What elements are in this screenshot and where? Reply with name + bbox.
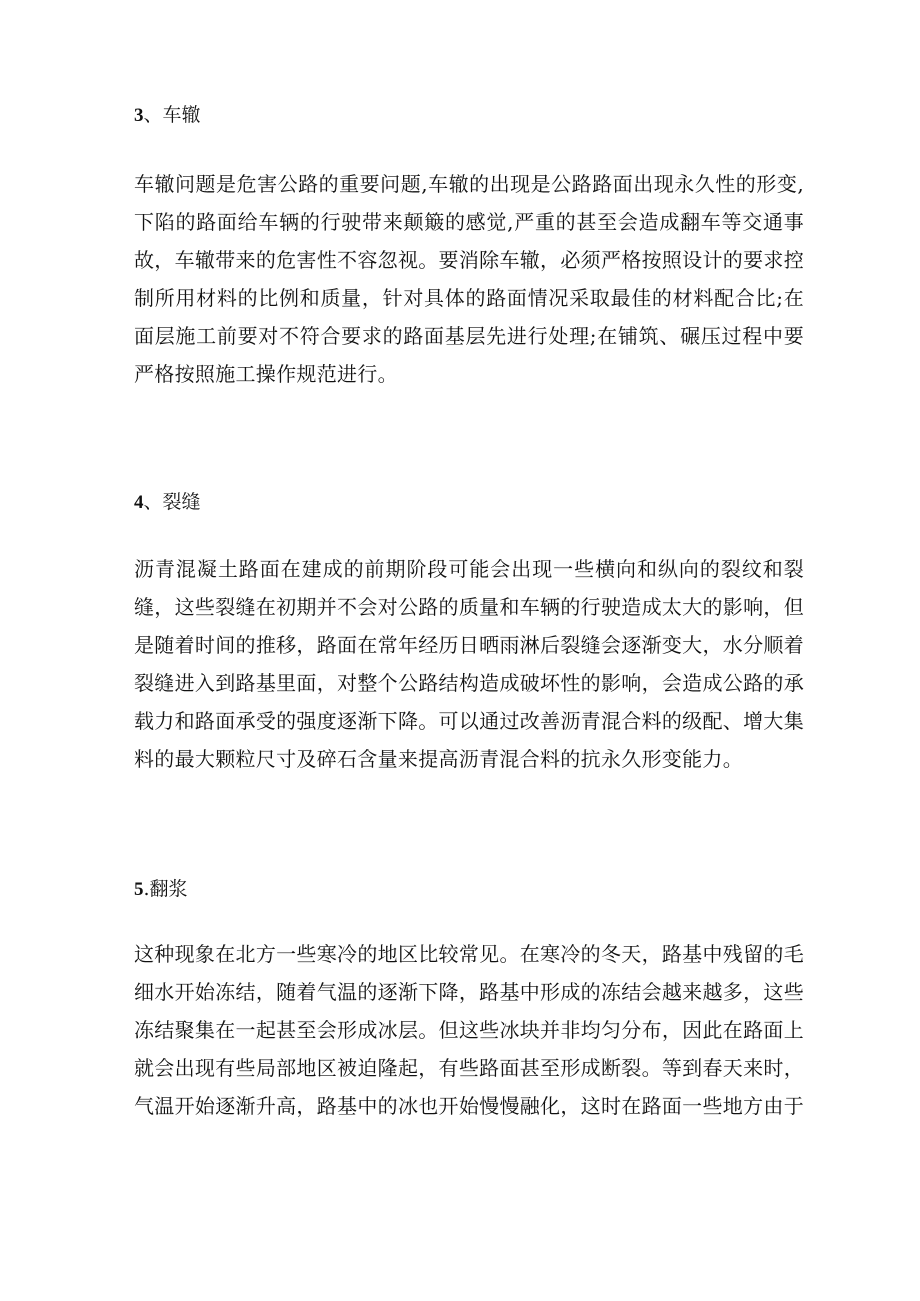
paragraph-line: 冻结聚集在一起甚至会形成冰层。但这些冰块并非均匀分布，因此在路面上 — [134, 1018, 804, 1042]
paragraph-line: 是随着时间的推移，路面在常年经历日晒雨淋后裂缝会逐渐变大，水分顺着 — [134, 633, 804, 657]
section-paragraph-cracks — [134, 550, 804, 778]
paragraph-line: 这种现象在北方一些寒冷的地区比较常见。在寒冷的冬天，路基中残留的毛 — [134, 942, 804, 966]
paragraph-line: 严格按照施工操作规范进行。 — [134, 362, 398, 386]
paragraph-line: 气温开始逐渐升高，路基中的冰也开始慢慢融化，这时在路面一些地方由于 — [134, 1094, 804, 1118]
paragraph-line: 载力和路面承受的强度逐渐下降。可以通过改善沥青混合料的级配、增大集 — [134, 709, 804, 733]
paragraph-line: 下陷的路面给车辆的行驶带来颠簸的感觉,严重的甚至会造成翻车等交通事 — [134, 210, 804, 234]
paragraph-line: 就会出现有些局部地区被迫隆起，有些路面甚至形成断裂。等到春天来时， — [134, 1056, 804, 1080]
paragraph-line: 细水开始冻结，随着气温的逐渐下降，路基中形成的冻结会越来越多，这些 — [134, 980, 804, 1004]
paragraph-line: 裂缝进入到路基里面，对整个公路结构造成破坏性的影响，会造成公路的承 — [134, 671, 804, 695]
paragraph-line: 故，车辙带来的危害性不容忽视。要消除车辙，必须严格按照设计的要求控 — [134, 248, 804, 272]
section-separator: . — [143, 878, 150, 900]
paragraph-line: 车辙问题是危害公路的重要问题,车辙的出现是公路路面出现永久性的形变, — [134, 172, 804, 196]
paragraph-line: 料的最大颗粒尺寸及碎石含量来提高沥青混合料的抗永久形变能力。 — [134, 747, 743, 771]
section-number: 4 — [134, 492, 144, 513]
section-separator: 、 — [143, 491, 163, 513]
section-title: 翻浆 — [149, 878, 188, 900]
section-number: 3 — [134, 105, 144, 126]
section-heading-rutting — [134, 101, 201, 130]
section-paragraph-frost-boiling — [134, 935, 804, 1125]
paragraph-line: 面层施工前要对不符合要求的路面基层先进行处理;在铺筑、碾压过程中要 — [134, 324, 804, 348]
section-paragraph-rutting — [134, 165, 804, 393]
paragraph-line: 缝，这些裂缝在初期并不会对公路的质量和车辆的行驶造成太大的影响，但 — [134, 595, 804, 619]
section-title: 车辙 — [162, 104, 201, 126]
section-heading-frost-boiling — [134, 875, 188, 904]
section-title: 裂缝 — [162, 491, 201, 513]
paragraph-line: 沥青混凝土路面在建成的前期阶段可能会出现一些横向和纵向的裂纹和裂 — [134, 557, 804, 581]
section-separator: 、 — [143, 104, 163, 126]
paragraph-line: 制所用材料的比例和质量，针对具体的路面情况采取最佳的材料配合比;在 — [134, 286, 804, 310]
section-heading-cracks — [134, 488, 201, 517]
section-number: 5 — [134, 879, 144, 900]
